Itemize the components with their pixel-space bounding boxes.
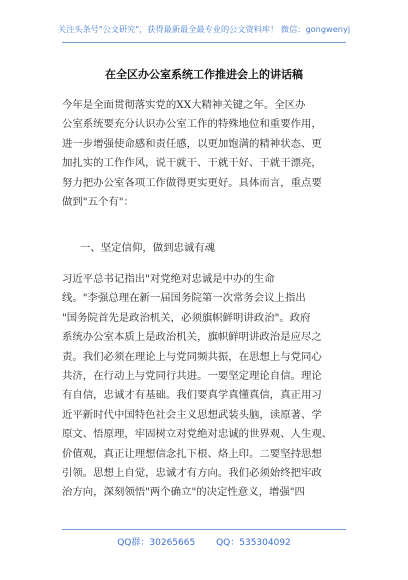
intro-paragraph bbox=[62, 96, 344, 212]
header-divider bbox=[62, 42, 346, 43]
paragraph-line: 价值观，真正让理想信念扎下根、烙上印。二要坚持思想 bbox=[62, 447, 322, 460]
document-title: 在全区办公室系统工作推进会上的讲话稿 bbox=[105, 68, 303, 81]
paragraph-line: 努力把办公室各项工作做得更实更好。具体而言，重点要 bbox=[62, 176, 322, 189]
paragraph-line: 做到"五个有"： bbox=[62, 195, 134, 208]
footer-qq: QQ：535304092 bbox=[216, 538, 291, 548]
paragraph-line: 线。"李强总理在新一届国务院第一次常务会议上指出 bbox=[62, 292, 306, 305]
paragraph-line: 近平新时代中国特色社会主义思想武装头脑，读原著、学 bbox=[62, 408, 322, 421]
paragraph-line: 系统办公室本质上是政治机关，旗帜鲜明讲政治是应尽之 bbox=[62, 331, 322, 344]
footer-divider bbox=[62, 529, 346, 530]
paragraph-line: 习近平总书记指出"对党绝对忠诚是中办的生命 bbox=[62, 273, 275, 285]
header-banner: 关注头条号"公文研究"，获得最新最全最专业的公文资料库！ 微信：gongwenyj bbox=[57, 24, 351, 34]
paragraph-line: 加扎实的工作作风，说干就干、干就干好、干就干漂亮， bbox=[62, 157, 322, 170]
footer-qq-group: QQ群：30265665 bbox=[117, 538, 196, 548]
paragraph-line: 责。我们必须在理论上与党同频共振，在思想上与党同心 bbox=[62, 350, 322, 363]
section-heading: 一、坚定信仰，做到忠诚有魂 bbox=[80, 242, 216, 254]
paragraph-line: 共济，在行动上与党同行共进。一要坚定理论自信。理论 bbox=[62, 369, 322, 382]
paragraph-line: 今年是全面贯彻落实党的XX大精神关键之年。全区办 bbox=[62, 99, 306, 111]
paragraph-line: 引领。思想上自觉，忠诚才有方向。我们必须始终把牢政 bbox=[62, 466, 322, 479]
paragraph-line: 进一步增强使命感和责任感，以更加饱满的精神状态、更 bbox=[62, 137, 322, 150]
footer-contact bbox=[0, 535, 408, 548]
paragraph-line: "国务院首先是政治机关，必须旗帜鲜明讲政治"。政府 bbox=[62, 311, 311, 324]
section-paragraph bbox=[62, 270, 344, 503]
paragraph-line: 公室系统要充分认识办公室工作的特殊地位和重要作用， bbox=[62, 118, 322, 131]
paragraph-line: 原文、悟原理，牢固树立对党绝对忠诚的世界观、人生观、 bbox=[62, 428, 333, 441]
paragraph-line: 治方向，深刻领悟"两个确立"的决定性意义，增强"四 bbox=[62, 486, 305, 499]
paragraph-line: 有自信，忠诚才有基础。我们要真学真懂真信，真正用习 bbox=[62, 389, 322, 402]
